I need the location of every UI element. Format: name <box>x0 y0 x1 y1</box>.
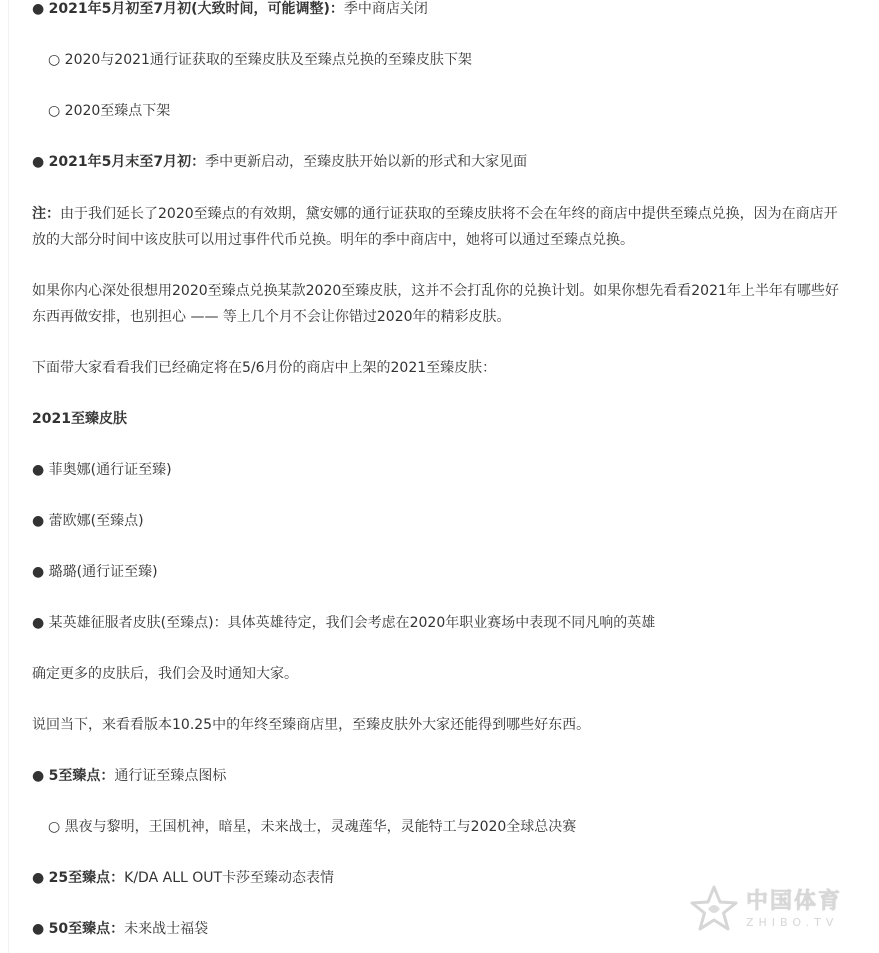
bullet-icon: ● <box>32 768 45 784</box>
reward-item-5-points <box>32 763 847 789</box>
list-item-text: 蕾欧娜(至臻点) <box>48 513 144 529</box>
reward-text: K/DA ALL OUT卡莎至臻动态表情 <box>124 870 335 886</box>
watermark-en-text: ZHIBO.TV <box>746 915 839 929</box>
paragraph-exchange-plan <box>32 278 847 330</box>
list-item-text: 璐璐(通行证至臻) <box>48 564 158 580</box>
paragraph-notify <box>32 661 847 687</box>
watermark-cn-text: 中国体育 <box>746 888 843 914</box>
sub-item-text: 2020与2021通行证获取的至臻皮肤及至臻点兑换的至臻皮肤下架 <box>64 52 472 68</box>
paragraph-text: 确定更多的皮肤后，我们会及时通知大家。 <box>32 666 298 682</box>
reward-cost: 50至臻点： <box>48 921 125 937</box>
schedule-item-text: 季中更新启动，至臻皮肤开始以新的形式和大家见面 <box>205 154 528 170</box>
list-item <box>32 508 847 534</box>
note-label: 注： <box>32 206 60 222</box>
bullet-icon: ● <box>32 154 45 170</box>
bullet-icon: ● <box>32 513 45 529</box>
paragraph-text: 说回当下，来看看版本10.25中的年终至臻商店里，至臻皮肤外大家还能得到哪些好东西。 <box>32 717 591 733</box>
schedule-item-store-closed <box>32 0 847 22</box>
paragraph-text: 如果你内心深处很想用2020至臻点兑换某款2020至臻皮肤，这并不会打乱你的兑换计划。如果你想先看看2021年上半年有哪些好东西再做安排，也别担心 —— 等上几个月不会让你错过2020年的精彩皮肤。 <box>32 283 839 325</box>
schedule-item-text: 季中商店关闭 <box>343 1 428 17</box>
list-item <box>32 610 847 636</box>
sub-bullet-icon: ○ <box>48 103 61 119</box>
bullet-icon: ● <box>32 462 45 478</box>
section-heading-2021-skins: 2021至臻皮肤 <box>32 411 127 427</box>
sub-item-points-removed <box>48 98 847 124</box>
list-item <box>32 457 847 483</box>
note-text: 由于我们延长了2020至臻点的有效期，黛安娜的通行证获取的至臻皮肤将不会在年终的商店中提供至臻点兑换，因为在商店开放的大部分时间中该皮肤可以用过事件代币兑换。明年的季中商店中，她将可以通过至臻点兑换。 <box>32 206 838 248</box>
reward-cost: 5至臻点： <box>48 768 115 784</box>
star-swirl-logo-icon <box>688 883 740 935</box>
bullet-icon: ● <box>32 870 45 886</box>
bullet-icon: ● <box>32 1 45 17</box>
paragraph-intro-2021 <box>32 355 847 381</box>
schedule-item-date: 2021年5月初至7月初(大致时间，可能调整)： <box>48 1 344 17</box>
reward-text: 未来战士福袋 <box>124 921 209 937</box>
note-paragraph <box>32 201 847 253</box>
sub-bullet-icon: ○ <box>48 52 61 68</box>
reward-cost: 25至臻点： <box>48 870 125 886</box>
bullet-icon: ● <box>32 615 45 631</box>
sub-item-text: 2020至臻点下架 <box>64 103 171 119</box>
reward-text: 通行证至臻点图标 <box>114 768 227 784</box>
paragraph-text: 下面带大家看看我们已经确定将在5/6月份的商店中上架的2021至臻皮肤： <box>32 360 497 376</box>
schedule-item-date: 2021年5月末至7月初： <box>48 154 206 170</box>
sub-item-text: 黑夜与黎明，王国机神，暗星，未来战士，灵魂莲华，灵能特工与2020全球总决赛 <box>64 819 577 835</box>
bullet-icon: ● <box>32 564 45 580</box>
content-left-border <box>8 0 9 953</box>
list-item <box>32 559 847 585</box>
schedule-item-midseason <box>32 149 847 175</box>
list-item-text: 菲奥娜(通行证至臻) <box>48 462 172 478</box>
zhibo-tv-watermark <box>688 883 863 935</box>
sub-item-skins-removed <box>48 47 847 73</box>
sub-item-icon-series <box>48 814 847 840</box>
list-item-text: 某英雄征服者皮肤(至臻点)：具体英雄待定，我们会考虑在2020年职业赛场中表现不同凡响的英雄 <box>48 615 656 631</box>
bullet-icon: ● <box>32 921 45 937</box>
paragraph-current-store <box>32 712 847 738</box>
sub-bullet-icon: ○ <box>48 819 61 835</box>
